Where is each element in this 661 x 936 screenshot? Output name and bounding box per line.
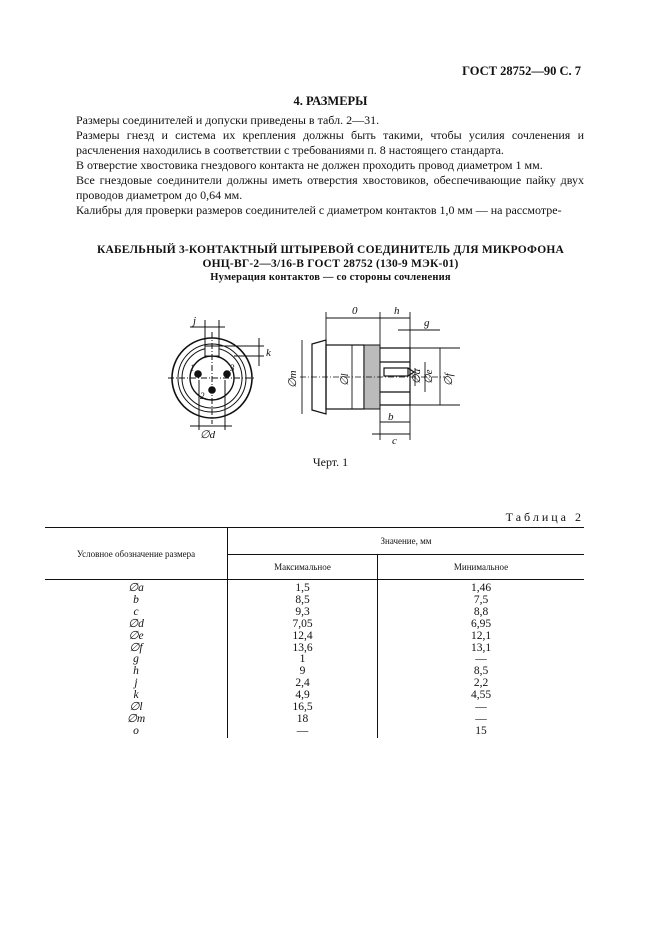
table-row xyxy=(45,643,584,655)
cell-max: 2,4 xyxy=(228,678,378,690)
label-c: c xyxy=(392,435,397,447)
cell-min: 12,1 xyxy=(378,631,585,643)
cell-symbol: ∅m xyxy=(126,712,146,725)
cell-symbol: ∅d xyxy=(128,617,144,630)
cell-max: 8,5 xyxy=(228,595,378,607)
label-pin-2: 2 xyxy=(200,391,205,401)
cell-max: 4,9 xyxy=(228,690,378,702)
cell-min: 1,46 xyxy=(378,580,585,595)
table-row xyxy=(45,714,584,726)
cell-symbol: c xyxy=(133,605,139,618)
paragraph-5: Калибры для проверки размеров соединителей с диаметром контактов 1,0 мм — на рассмотре- xyxy=(76,203,562,217)
table-row xyxy=(45,631,584,643)
label-j: j xyxy=(193,315,197,327)
cell-symbol: o xyxy=(133,724,139,737)
connector-drawing xyxy=(0,300,661,450)
cell-max: 1 xyxy=(228,654,378,666)
pin-body xyxy=(384,368,408,376)
label-f: ∅f xyxy=(443,373,455,386)
table-body xyxy=(45,580,584,738)
cell-symbol: k xyxy=(133,689,139,702)
table-label: Таблица 2 xyxy=(505,510,584,524)
table-row xyxy=(45,654,584,666)
cell-max: — xyxy=(228,726,378,738)
table-row xyxy=(45,666,584,678)
cell-max: 1,5 xyxy=(228,580,378,595)
cell-min: — xyxy=(378,714,585,726)
cell-max: 7,05 xyxy=(228,619,378,631)
cell-min: — xyxy=(378,654,585,666)
table-row xyxy=(45,619,584,631)
paragraph-1: Размеры соединителей и допуски приведены в табл. 2—31. xyxy=(76,113,380,127)
cell-max: 12,4 xyxy=(228,631,378,643)
cell-min: 4,55 xyxy=(378,690,585,702)
section-title: 4. РАЗМЕРЫ xyxy=(293,94,368,108)
table-header-row-1 xyxy=(45,528,584,555)
label-h: h xyxy=(394,305,400,317)
cell-symbol: ∅a xyxy=(128,582,144,594)
cell-symbol: b xyxy=(133,593,139,606)
page-header: ГОСТ 28752—90 С. 7 xyxy=(462,64,581,78)
paragraph-3: В отверстие хвостовика гнездового контакта не должен проходить провод диаметром 1 мм. xyxy=(76,158,543,172)
label-g: g xyxy=(424,317,430,329)
table-row xyxy=(45,726,584,738)
cell-min: 6,95 xyxy=(378,619,585,631)
table-row xyxy=(45,580,584,595)
cell-symbol: g xyxy=(133,653,139,666)
paragraph-2 xyxy=(76,128,584,158)
table-row xyxy=(45,690,584,702)
cell-max: 18 xyxy=(228,714,378,726)
cell-symbol: ∅f xyxy=(129,641,143,654)
contact-numbering-note: Нумерация контактов — со стороны сочленения xyxy=(210,272,451,283)
figure-caption: Черт. 1 xyxy=(312,455,349,469)
cell-min: 2,2 xyxy=(378,678,585,690)
label-o: 0 xyxy=(352,305,358,317)
col-header-max: Максимальное xyxy=(228,555,378,580)
cell-min: — xyxy=(378,702,585,714)
label-pin-1: 1 xyxy=(190,363,195,373)
label-b: b xyxy=(388,411,394,423)
label-d: ∅d xyxy=(200,429,216,441)
cell-symbol: j xyxy=(134,677,138,690)
table-row xyxy=(45,678,584,690)
cell-min: 13,1 xyxy=(378,643,585,655)
cell-min: 7,5 xyxy=(378,595,585,607)
label-a: ∅a xyxy=(411,368,423,384)
col-header-name: Условное обозначение размера xyxy=(45,528,228,580)
front-view xyxy=(168,320,264,430)
connector-designation: ОНЦ-ВГ-2—3/16-В ГОСТ 28752 (130-9 МЭК-01) xyxy=(202,258,459,270)
connector-title: КАБЕЛЬНЫЙ 3-КОНТАКТНЫЙ ШТЫРЕВОЙ СОЕДИНИТЕЛЬ ДЛЯ МИКРОФОНА xyxy=(96,244,565,256)
dimensions-table xyxy=(45,527,584,738)
cell-max: 9,3 xyxy=(228,607,378,619)
table-row xyxy=(45,702,584,714)
cell-min: 15 xyxy=(378,726,585,738)
cell-max: 9 xyxy=(228,666,378,678)
cell-max: 16,5 xyxy=(228,702,378,714)
paragraph-4: Все гнездовые соединители должны иметь отверстия хвостовиков, обеспечивающие пайку двух проводов диаметром до 0,64 мм. xyxy=(76,173,584,202)
label-l: ∅l xyxy=(339,373,351,386)
label-k: k xyxy=(266,347,271,359)
cell-max: 13,6 xyxy=(228,643,378,655)
cell-symbol: ∅e xyxy=(128,629,144,642)
col-header-value: Значение, мм xyxy=(228,528,585,555)
label-pin-3: 3 xyxy=(230,363,235,373)
paragraph-2-text: Размеры гнезд и система их крепления должны быть такими, чтобы усилия сочленения и расчленения находились в соответствии с требованиями п. 8 настоящего стандарта. xyxy=(76,128,584,157)
cell-min: 8,8 xyxy=(378,607,585,619)
pin-1 xyxy=(195,371,202,378)
cell-symbol: ∅l xyxy=(129,701,143,714)
cell-symbol: h xyxy=(133,665,139,678)
connector-title-block xyxy=(0,243,661,285)
section-body xyxy=(76,113,584,218)
table-row xyxy=(45,607,584,619)
col-header-min: Минимальное xyxy=(378,555,585,580)
label-e: ∅e xyxy=(423,369,435,384)
label-m: ∅m xyxy=(287,370,299,388)
cell-min: 8,5 xyxy=(378,666,585,678)
table-row xyxy=(45,595,584,607)
